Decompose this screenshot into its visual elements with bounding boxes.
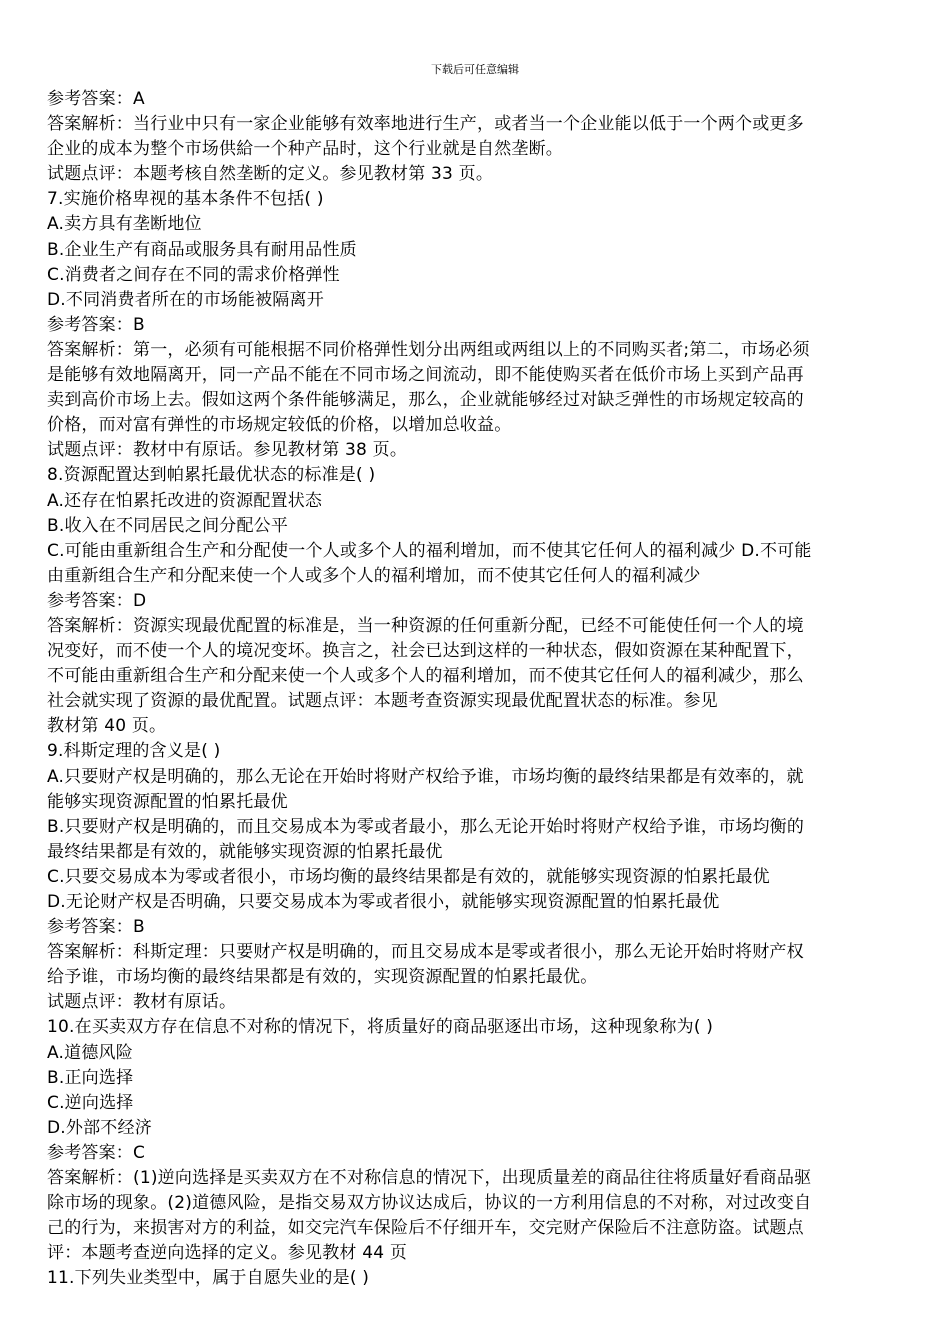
text-line: 卖到高价市场上去。假如这两个条件能够满足，那么，企业就能够经过对缺乏弹性的市场规定较高的 <box>47 390 804 411</box>
text-line: 最终结果都是有效的，就能够实现资源的怕累托最优 <box>47 841 443 862</box>
text-line: 8.资源配置达到帕累托最优状态的标准是( ) <box>47 465 376 486</box>
text-line: 答案解析：科斯定理：只要财产权是明确的，而且交易成本是零或者很小，那么无论开始时将财产权 <box>47 942 804 963</box>
text-line: 况变好，而不使一个人的境况变坏。换言之，社会已达到这样的一种状态，假如资源在某种配置下， <box>47 641 804 662</box>
text-line: 教材第 40 页。 <box>47 716 167 737</box>
text-line: 评：本题考查逆向选择的定义。参见教材 44 页 <box>47 1243 408 1264</box>
text-line: 11.下列失业类型中，属于自愿失业的是( ) <box>47 1268 370 1289</box>
text-line: 企业的成本为整个市场供給一个种产品时，这个行业就是自然垄断。 <box>47 139 563 160</box>
text-line: C.逆向选择 <box>47 1092 134 1113</box>
text-line: D.无论财产权是否明确，只要交易成本为零或者很小，就能够实现资源配置的怕累托最优 <box>47 892 720 912</box>
text-line: B.企业生产有商品或服务具有耐用品性质 <box>47 239 357 260</box>
text-line: 参考答案：B <box>47 314 145 335</box>
text-line: 参考答案：D <box>47 590 147 611</box>
page-header: 下载后可任意编辑 <box>431 63 519 76</box>
text-line: B.正向选择 <box>47 1067 134 1088</box>
text-line: 7.实施价格卑视的基本条件不包括( ) <box>47 189 324 210</box>
text-line: 能够实现资源配置的怕累托最优 <box>47 791 288 812</box>
text-line: 己的行为，来损害对方的利益，如交完汽车保险后不仔细开车，交完财产保险后不注意防盗。试题点 <box>47 1218 804 1239</box>
text-line: 答案解析：资源实现最优配置的标准是，当一种资源的任何重新分配，已经不可能使任何一个人的境 <box>47 615 804 636</box>
text-line: D.外部不经济 <box>47 1117 152 1138</box>
text-line: 试题点评：教材中有原话。参见教材第 38 页。 <box>47 440 408 461</box>
text-line: A.还存在怕累托改进的资源配置状态 <box>47 490 323 511</box>
text-line: A.卖方具有垄断地位 <box>47 214 202 235</box>
text-line: 社会就实现了资源的最优配置。试题点评：本题考查资源实现最优配置状态的标准。参见 <box>47 691 718 712</box>
text-line: 参考答案：C <box>47 1142 146 1163</box>
text-line: 价格，而对富有弹性的市场规定较低的价格，以增加总收益。 <box>47 415 512 436</box>
text-line: 试题点评：本题考核自然垄断的定义。参见教材第 33 页。 <box>47 164 494 185</box>
text-line: 答案解析：第一，必须有可能根据不同价格弹性划分出两组或两组以上的不同购买者;第二，市场必须 <box>47 339 810 360</box>
text-line: 参考答案：B <box>47 917 145 938</box>
text-line: A.只要财产权是明确的，那么无论在开始时将财产权给予谁，市场均衡的最终结果都是有效率的，就 <box>47 766 804 787</box>
text-line: 给予谁，市场均衡的最终结果都是有效的，实现资源配置的怕累托最优。 <box>47 967 598 988</box>
text-line: C.可能由重新组合生产和分配使一个人或多个人的福利增加，而不使其它任何人的福利减少 D.不可能 <box>47 540 812 561</box>
text-line: 是能够有效地隔离开，同一产品不能在不同市场之间流动，即不能使购买者在低价市场上买到产品再 <box>47 365 804 386</box>
text-line: 参考答案：A <box>47 89 145 109</box>
text-line: C.只要交易成本为零或者很小，市场均衡的最终结果都是有效的，就能够实现资源的怕累托最优 <box>47 866 770 887</box>
text-line: 9.科斯定理的含义是( ) <box>47 741 221 762</box>
text-line: C.消费者之间存在不同的需求价格弹性 <box>47 264 340 285</box>
text-line: 答案解析：当行业中只有一家企业能够有效率地进行生产，或者当一个企业能以低于一个两个或更多 <box>47 114 804 135</box>
text-line: D.不同消费者所在的市场能被隔离开 <box>47 289 324 310</box>
text-line: 由重新组合生产和分配来使一个人或多个人的福利增加，而不使其它任何人的福利减少 <box>47 565 701 586</box>
text-line: A.道德风险 <box>47 1042 133 1063</box>
text-line: 试题点评：教材有原话。 <box>47 992 237 1013</box>
document-body <box>47 87 909 1292</box>
text-line: 10.在买卖双方存在信息不对称的情况下，将质量好的商品驱逐出市场，这种现象称为( ) <box>47 1017 714 1038</box>
text-line: B.收入在不同居民之间分配公平 <box>47 515 289 536</box>
text-line: 除市场的现象。(2)道德风险，是指交易双方协议达成后，协议的一方利用信息的不对称，对过改变自 <box>47 1193 812 1214</box>
text-line: 不可能由重新组合生产和分配来使一个人或多个人的福利增加，而不使其它任何人的福利减少，那么 <box>47 666 804 687</box>
text-line: B.只要财产权是明确的，而且交易成本为零或者最小，那么无论开始时将财产权给予谁，市场均衡的 <box>47 816 805 837</box>
text-line: 答案解析：(1)逆向选择是买卖双方在不对称信息的情况下，出现质量差的商品往往将质量好看商品驱 <box>47 1168 812 1189</box>
